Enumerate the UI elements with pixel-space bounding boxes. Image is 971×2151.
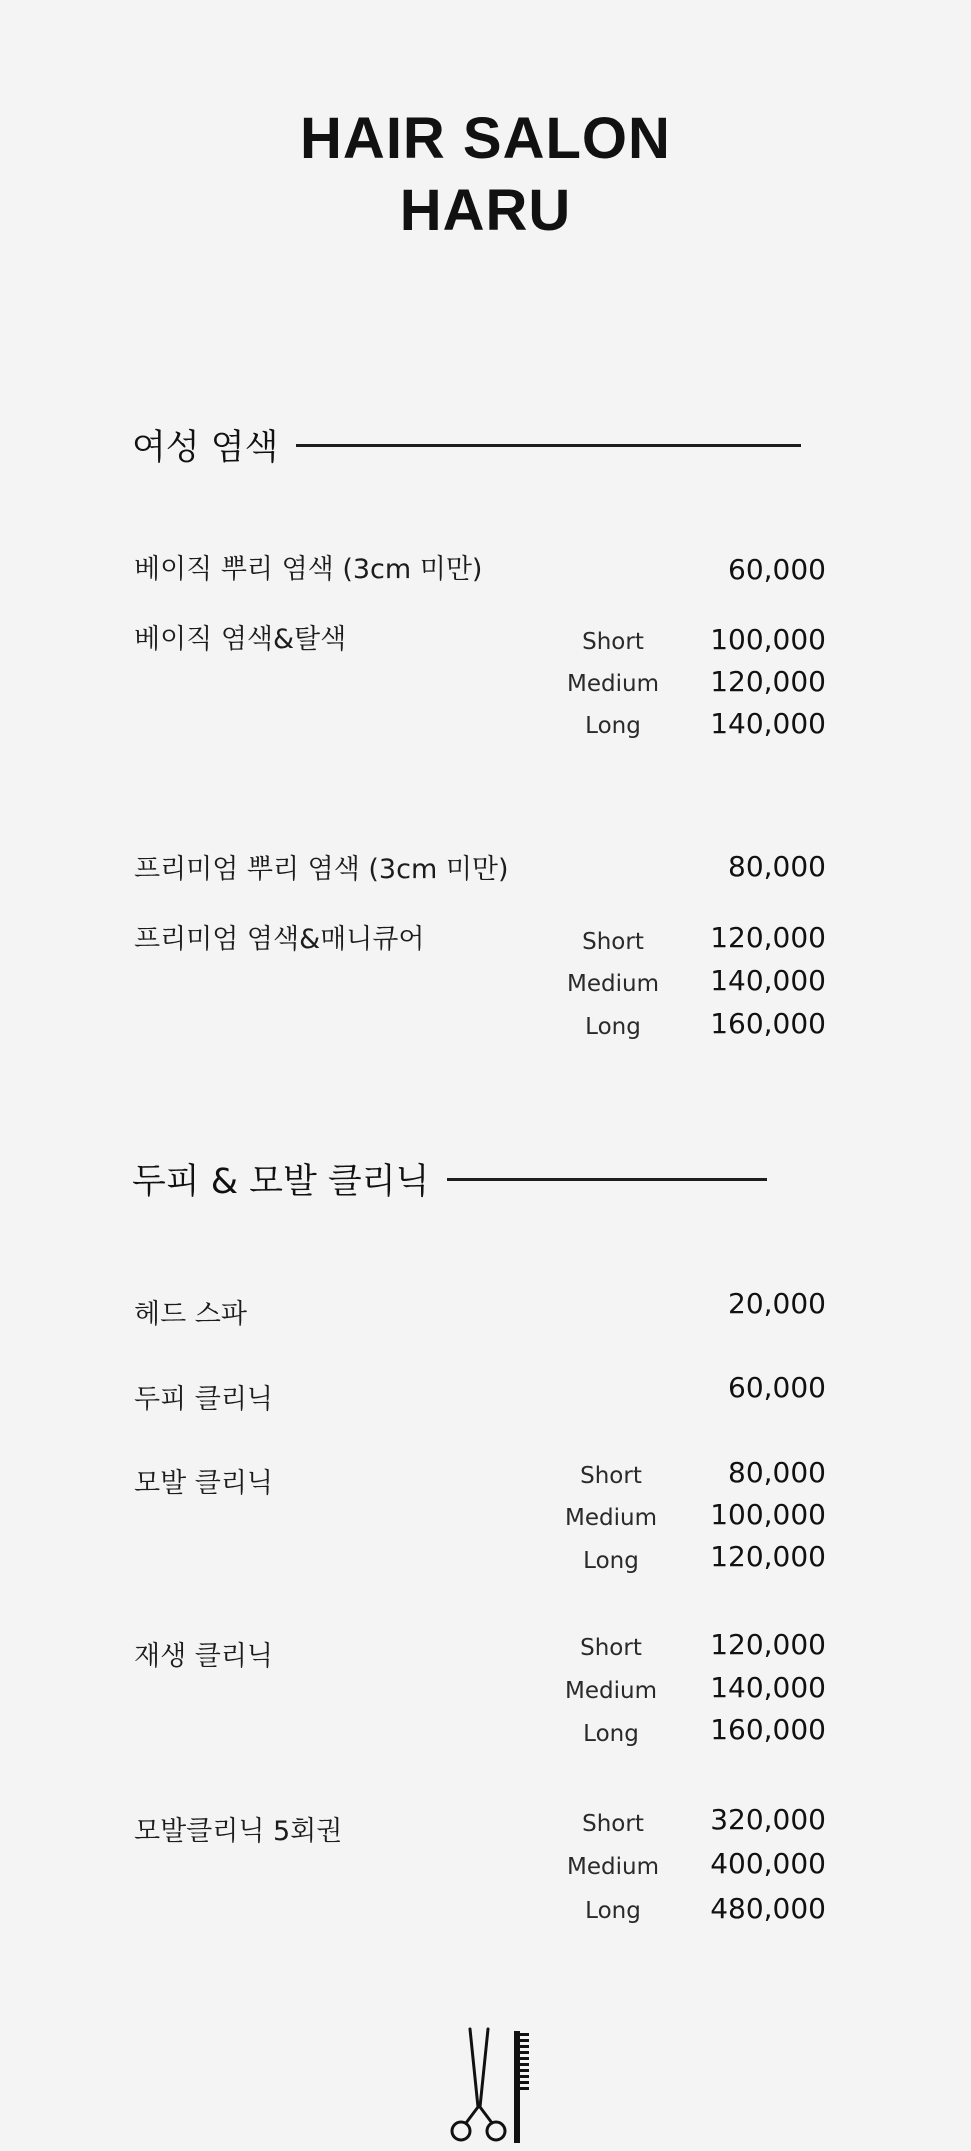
salon-name-line1: HAIR SALON — [300, 106, 671, 171]
size-label-long: Long — [583, 1548, 639, 1574]
size-label-long: Long — [585, 1898, 641, 1924]
price-medium: 120,000 — [710, 665, 826, 698]
size-label-short: Short — [582, 629, 644, 655]
item-price: 80,000 — [728, 850, 826, 883]
section-header-scalp-hair-clinic — [132, 1154, 767, 1204]
size-label-medium: Medium — [565, 1678, 657, 1704]
section-divider — [447, 1178, 767, 1181]
salon-name-line2: HARU — [399, 178, 572, 243]
size-label-long: Long — [585, 1014, 641, 1040]
item-name-basic-color-bleach: 베이직 염색&탈색 — [134, 624, 347, 655]
item-name-basic-root-color: 베이직 뿌리 염색 (3cm 미만) — [134, 554, 483, 585]
size-label-short: Short — [580, 1635, 642, 1661]
price-long: 140,000 — [710, 707, 826, 740]
comb-icon — [514, 2031, 529, 2143]
salon-tools-illustration — [448, 2027, 538, 2151]
section-divider — [296, 444, 801, 447]
price-short: 320,000 — [710, 1803, 826, 1836]
item-price: 20,000 — [728, 1287, 826, 1320]
price-long: 160,000 — [710, 1713, 826, 1746]
size-label-medium: Medium — [567, 671, 659, 697]
price-medium: 140,000 — [710, 964, 826, 997]
item-name-premium-color-manicure: 프리미엄 염색&매니큐어 — [134, 924, 425, 955]
price-short: 80,000 — [728, 1456, 826, 1489]
price-medium: 100,000 — [710, 1498, 826, 1531]
size-label-medium: Medium — [565, 1505, 657, 1531]
item-price: 60,000 — [728, 553, 826, 586]
section-title: 두피 & 모발 클리닉 — [132, 1162, 430, 1202]
scissors-icon — [452, 2029, 505, 2140]
price-short: 120,000 — [710, 921, 826, 954]
price-short: 100,000 — [710, 623, 826, 656]
section-header-women-color — [132, 420, 801, 470]
item-name-head-spa: 헤드 스파 — [134, 1299, 247, 1330]
size-label-long: Long — [583, 1721, 639, 1747]
item-name-scalp-clinic: 두피 클리닉 — [134, 1384, 273, 1415]
item-name-regeneration-clinic: 재생 클리닉 — [134, 1641, 273, 1672]
price-medium: 400,000 — [710, 1847, 826, 1880]
item-name-premium-root-color: 프리미엄 뿌리 염색 (3cm 미만) — [134, 854, 509, 885]
item-price: 60,000 — [728, 1371, 826, 1404]
size-label-short: Short — [582, 929, 644, 955]
size-label-short: Short — [582, 1811, 644, 1837]
price-long: 160,000 — [710, 1007, 826, 1040]
section-title: 여성 염색 — [132, 428, 279, 468]
price-long: 480,000 — [710, 1892, 826, 1925]
item-name-hair-clinic: 모발 클리닉 — [134, 1468, 273, 1499]
size-label-long: Long — [585, 713, 641, 739]
price-medium: 140,000 — [710, 1671, 826, 1704]
price-short: 120,000 — [710, 1628, 826, 1661]
item-name-hair-clinic-5-pass: 모발클리닉 5회권 — [134, 1816, 343, 1847]
size-label-short: Short — [580, 1463, 642, 1489]
size-label-medium: Medium — [567, 971, 659, 997]
price-long: 120,000 — [710, 1540, 826, 1573]
size-label-medium: Medium — [567, 1854, 659, 1880]
